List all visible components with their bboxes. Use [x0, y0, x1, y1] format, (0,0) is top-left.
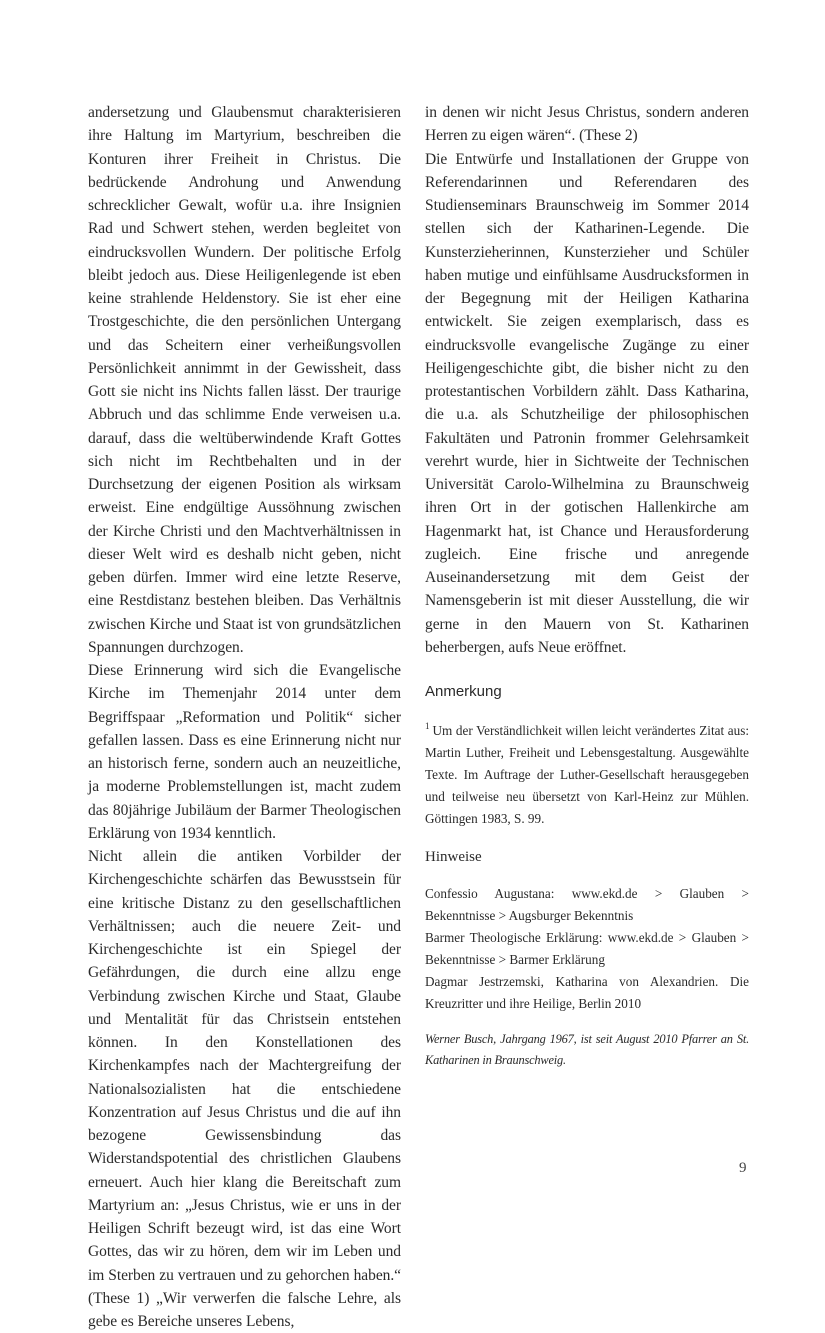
- hints-heading: Hinweise: [425, 849, 482, 865]
- hints-list: [425, 883, 749, 1015]
- body-paragraph: Diese Erinnerung wird sich die Evangelische Kirche im Themenjahr 2014 unter dem Begriffspaar „Reformation und Politik“ sicher gefallen lassen. Dass es eine Erinnerung nicht nur an historisch ferne, sondern auch an neuzeitliche, ja moderne Problemstellungen ist, macht zudem das 80jährige Jubiläum der Barmer Theologischen Erklärung von 1934 kenntlich.: [88, 662, 401, 842]
- author-bio: Werner Busch, Jahrgang 1967, ist seit August 2010 Pfarrer an St. Katharinen in Braunschweig.: [425, 1032, 749, 1067]
- page-number: 9: [739, 1160, 747, 1176]
- footnote-text: Um der Verständlichkeit willen leicht verändertes Zitat aus: Martin Luther, Freiheit und Lebensgestaltung. Ausgewählte Texte. Im Auftrage der Luther-Gesellschaft herausgegeben und teilweise neu übersetzt von Karl-Heinz zur Mühlen. Göttingen 1983, S. 99.: [425, 723, 749, 826]
- note-heading: Anmerkung: [425, 683, 502, 700]
- hint-item: Dagmar Jestrzemski, Katharina von Alexandrien. Die Kreuzritter und ihre Heilige, Berlin 2010: [425, 974, 749, 1011]
- hint-item: Confessio Augustana: www.ekd.de > Glauben > Bekenntnisse > Augsburger Bekenntnis: [425, 886, 749, 923]
- left-column: [88, 101, 401, 1333]
- body-paragraph: Nicht allein die antiken Vorbilder der Kirchengeschichte schärfen das Bewusstsein für eine kritische Distanz zu den gesellschaftlichen Verhältnissen; auch die neuere Zeit- und Kirchengeschichte ist ein Spiegel der Gefährdungen, die durch eine allzu enge Verbindung zwischen Kirche und Staat, Glaube und Mentalität für das Christsein entstehen können. In den Konstellationen des Kirchenkampfes nach der Machtergreifung der Nationalsozialisten hat die entschiedene Konzentration auf Jesus Christus und die auf ihn bezogene Gewissensbindung das Widerstandspotential des christlichen Glaubens erneuert. Auch hier klang die Bereitschaft zum Martyrium an: „Jesus Christus, wie er uns in der Heiligen Schrift bezeugt wird, ist das eine Wort Gottes, das wir zu hören, dem wir im Leben und im Sterben zu vertrauen und zu gehorchen haben.“ (These 1) „Wir verwerfen die falsche Lehre, als gebe es Bereiche unseres Lebens,: [88, 848, 401, 1330]
- footnote-number: 1: [425, 721, 430, 731]
- right-body-text: [425, 101, 749, 659]
- body-paragraph: in denen wir nicht Jesus Christus, sondern anderen Herren zu eigen wären“. (These 2): [425, 104, 749, 145]
- footnote: [425, 715, 749, 830]
- body-paragraph: Die Entwürfe und Installationen der Gruppe von Referendarinnen und Referendaren des Studienseminars Braunschweig im Sommer 2014 stellen sich der Katharinen-Legende. Die Kunsterzieherinnen, Kunsterzieher und Schüler haben mutige und einfühlsame Ausdrucksformen in der Begegnung mit der Heiligen Katharina entwickelt. Sie zeigen exemplarisch, dass es eindrucksvolle evangelische Zugänge zu einer Heiligengeschichte gibt, die bisher nicht zu den protestantischen Vorbildern zählt. Dass Katharina, die u.a. als Schutzheilige der philosophischen Fakultäten und Patronin frommer Gelehrsamkeit verehrt wurde, hier in Sichtweite der Technischen Universität Carolo-Wilhelmina zu Braunschweig ihren Ort in der gotischen Hallenkirche am Hagenmarkt hat, ist Chance und Herausforderung zugleich. Eine frische und anregende Auseinandersetzung mit dem Geist der Namensgeberin ist mit dieser Ausstellung, die wir gerne in den Mauern von St. Katharinen beherbergen, aufs Neue eröffnet.: [425, 150, 749, 656]
- hint-item: Barmer Theologische Erklärung: www.ekd.de > Glauben > Bekenntnisse > Barmer Erklärung: [425, 930, 749, 967]
- body-paragraph: andersetzung und Glaubensmut charakterisieren ihre Haltung im Martyrium, beschreiben die Konturen ihrer Freiheit in Christus. Die bedrückende Androhung und Anwendung schrecklicher Gewalt, wofür u.a. ihre Insignien Rad und Schwert stehen, werden begleitet von eindrucksvollen Wundern. Der politische Erfolg bleibt jedoch aus. Diese Heiligenlegende ist eben keine strahlende Heldenstory. Sie ist eher eine Trostgeschichte, die den persönlichen Untergang und das Scheitern einer verheißungsvollen Persönlichkeit annimmt in der Gewissheit, dass Gott sie nicht ins Nichts fallen lässt. Der traurige Abbruch und das schlimme Ende verweisen u.a. darauf, dass die weltüberwindende Kraft Gottes sich nicht im Rechtbehalten und in der Durchsetzung der eigenen Position als wirksam erweist. Eine endgültige Aussöhnung zwischen der Kirche Christi und den Machtverhältnissen in dieser Welt wird es deshalb nicht geben, nicht geben dürfen. Immer wird eine letzte Reserve, eine Restdistanz bestehen bleiben. Das Verhältnis zwischen Kirche und Staat ist von grundsätzlichen Spannungen durchzogen.: [88, 104, 401, 656]
- right-column: [425, 101, 749, 1071]
